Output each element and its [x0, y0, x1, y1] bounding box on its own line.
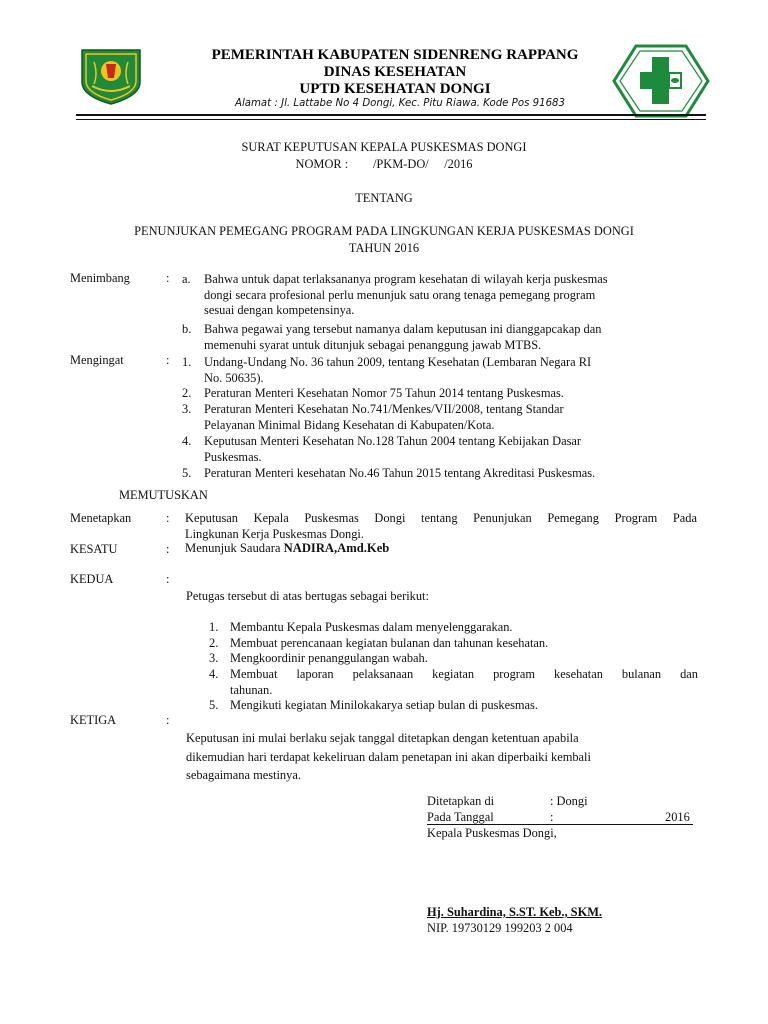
kedua-1-mark: 1. — [209, 620, 219, 634]
mengingat-5-text — [204, 466, 698, 482]
kesatu-label: KESATU — [70, 542, 118, 556]
letterhead-address: Alamat : Jl. Lattabe No 4 Dongi, Kec. Pitu Riawa. Kode Pos 91683 — [234, 98, 566, 109]
tanggal-label: Pada Tanggal — [427, 810, 494, 824]
mengingat-1-mark: 1. — [182, 355, 192, 369]
signer-nip: NIP. 19730129 199203 2 004 — [427, 921, 573, 935]
text-line: memenuhi syarat untuk ditunjuk sebagai penanggung jawab MTBS. — [204, 337, 542, 352]
puskesmas-logo — [612, 44, 710, 118]
decree-subject-line2: TAHUN 2016 — [348, 241, 420, 255]
regency-logo — [78, 44, 144, 106]
mengingat-5-mark: 5. — [182, 466, 192, 480]
text-line: Keputusan ini mulai berlaku sejak tanggal ditetapkan dengan ketentuan apabila — [186, 731, 579, 745]
menetapkan-label: Menetapkan — [70, 511, 132, 525]
kesatu-intro: Menunjuk Saudara — [185, 541, 284, 555]
appointee-name: NADIRA,Amd.Keb — [283, 541, 390, 555]
text-line: Mengikuti kegiatan Minilokakarya setiap bulan di puskesmas. — [230, 698, 538, 712]
text-line: Pelayanan Minimal Bidang Kesehatan di Kabupaten/Kota. — [204, 417, 495, 432]
mengingat-4-mark: 4. — [182, 434, 192, 448]
tanggal-colon: : — [550, 810, 554, 824]
menimbang-a-text — [204, 272, 698, 319]
mengingat-4-text — [204, 434, 698, 465]
menimbang-colon: : — [166, 271, 170, 285]
kedua-intro: Petugas tersebut di atas bertugas sebagai berikut: — [186, 589, 429, 603]
mengingat-1-text — [204, 355, 698, 386]
kedua-label: KEDUA — [70, 572, 114, 586]
menimbang-a-mark: a. — [182, 272, 191, 286]
ditetapkan-label: Ditetapkan di — [427, 794, 495, 808]
letterhead-rule-thin — [76, 119, 706, 120]
text-line: No. 50635). — [204, 370, 264, 385]
signer-name: Hj. Suhardina, S.ST. Keb., SKM. — [427, 905, 603, 919]
text-line: sebagaimana mestinya. — [186, 768, 301, 782]
mengingat-label: Mengingat — [70, 353, 124, 367]
text-line: Membuat perencanaan kegiatan bulanan dan tahunan kesehatan. — [230, 636, 549, 650]
text-line: Peraturan Menteri Kesehatan Nomor 75 Tahun 2014 tentang Puskesmas. — [204, 386, 564, 400]
kedua-5-text — [230, 698, 698, 714]
ditetapkan-value: : Dongi — [550, 794, 588, 808]
mengingat-2-text — [204, 386, 698, 402]
text-line: Mengkoordinir penanggulangan wabah. — [230, 651, 428, 665]
text-line: Keputusan Kepala Puskesmas Dongi tentang Penunjukan Pemegang Program Pada — [185, 511, 697, 525]
text-line: Lingkunan Kerja Puskesmas Dongi. — [185, 526, 364, 541]
menimbang-label: Menimbang — [70, 271, 130, 285]
tanggal-year: 2016 — [665, 810, 690, 824]
menimbang-b-text — [204, 322, 698, 353]
kedua-3-mark: 3. — [209, 651, 219, 665]
letterhead-line2: DINAS KESEHATAN — [323, 64, 467, 80]
text-line: Bahwa pegawai yang tersebut namanya dalam keputusan ini dianggapcakap dan — [204, 322, 602, 336]
kedua-4-text — [230, 667, 698, 698]
text-line: tahunan. — [230, 682, 273, 697]
text-line: Keputusan Menteri Kesehatan No.128 Tahun 2004 tentang Kebijakan Dasar — [204, 434, 582, 448]
ketiga-text — [186, 729, 591, 785]
signer-position: Kepala Puskesmas Dongi, — [427, 826, 557, 840]
kedua-colon: : — [166, 572, 170, 586]
menimbang-b-mark: b. — [182, 322, 192, 336]
ketiga-label: KETIGA — [70, 713, 117, 727]
kedua-2-text — [230, 636, 698, 652]
decree-tentang: TENTANG — [355, 191, 413, 205]
text-line: Bahwa untuk dapat terlaksananya program kesehatan di wilayah kerja puskesmas — [204, 272, 608, 286]
tanggal-underline — [427, 824, 693, 825]
kedua-5-mark: 5. — [209, 698, 219, 712]
menetapkan-colon: : — [166, 511, 170, 525]
text-line: Membantu Kepala Puskesmas dalam menyelenggarakan. — [230, 620, 513, 634]
kedua-3-text — [230, 651, 698, 667]
kesatu-text — [185, 541, 389, 556]
mengingat-colon: : — [166, 353, 170, 367]
mengingat-3-text — [204, 402, 698, 433]
text-line: Peraturan Menteri kesehatan No.46 Tahun 2015 tentang Akreditasi Puskesmas. — [204, 466, 596, 480]
decree-number: NOMOR : /PKM-DO/ /2016 — [295, 157, 473, 171]
text-line: dongi secara profesional perlu menunjuk satu orang tenaga pemegang program — [204, 287, 596, 302]
text-line: Undang-Undang No. 36 tahun 2009, tentang Kesehatan (Lembaran Negara RI — [204, 355, 592, 369]
letterhead-line3: UPTD KESEHATAN DONGI — [299, 81, 491, 97]
text-line: Puskesmas. — [204, 449, 262, 464]
memutuskan-heading: MEMUTUSKAN — [119, 488, 208, 502]
mengingat-2-mark: 2. — [182, 386, 192, 400]
kedua-1-text — [230, 620, 698, 636]
menetapkan-text — [185, 511, 697, 542]
text-line: sesuai dengan kompetensinya. — [204, 303, 355, 318]
decree-subject-line1: PENUNJUKAN PEMEGANG PROGRAM PADA LINGKUNGAN KERJA PUSKESMAS DONGI — [134, 224, 634, 238]
text-line: Peraturan Menteri Kesehatan No.741/Menkes/VII/2008, tentang Standar — [204, 402, 564, 416]
kedua-2-mark: 2. — [209, 636, 219, 650]
kedua-4-mark: 4. — [209, 667, 219, 681]
ketiga-colon: : — [166, 713, 170, 727]
kesatu-colon: : — [166, 542, 170, 556]
decree-title: SURAT KEPUTUSAN KEPALA PUSKESMAS DONGI — [241, 140, 527, 154]
text-line: dikemudian hari terdapat kekeliruan dalam penetapan ini akan diperbaiki kembali — [186, 749, 591, 764]
text-line: Membuat laporan pelaksanaan kegiatan program kesehatan bulanan dan — [230, 667, 698, 681]
letterhead-line1: PEMERINTAH KABUPATEN SIDENRENG RAPPANG — [211, 47, 579, 63]
mengingat-3-mark: 3. — [182, 402, 192, 416]
letterhead-rule-thick — [76, 114, 706, 116]
